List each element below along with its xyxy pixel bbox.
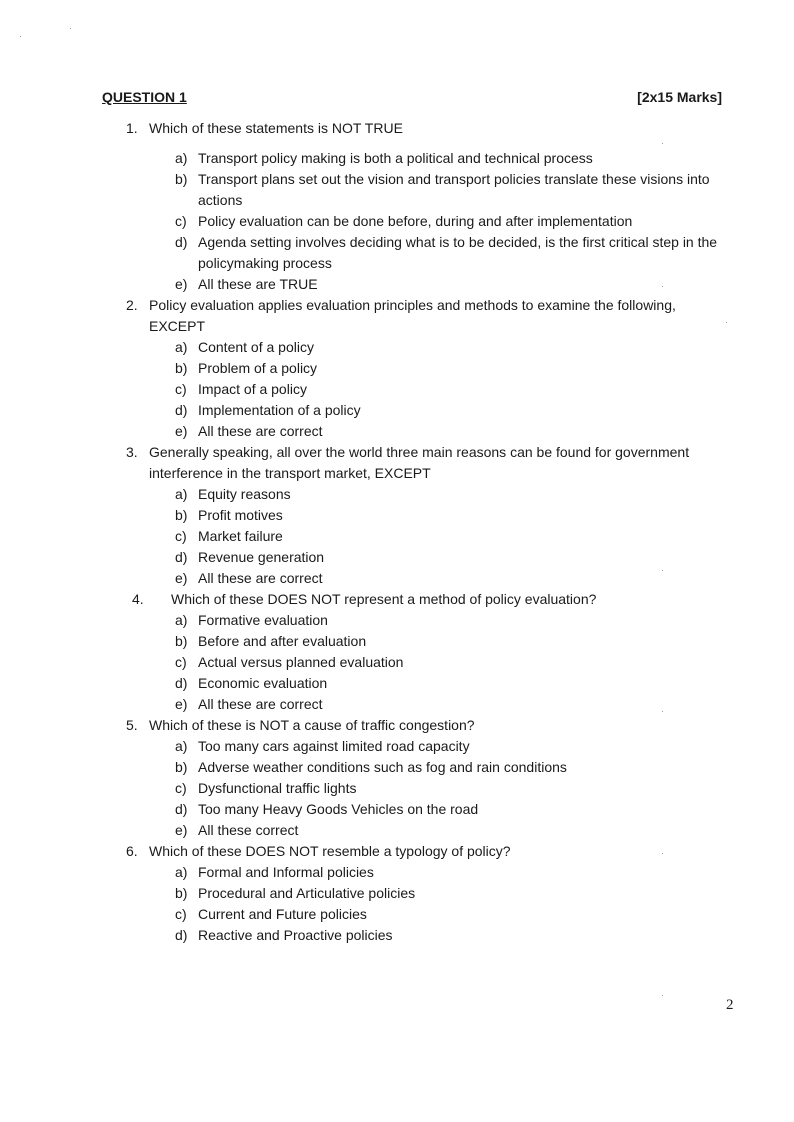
scan-speck — [662, 995, 663, 996]
option — [0, 337, 794, 358]
option — [0, 673, 794, 694]
option — [0, 379, 794, 400]
option-text: Agenda setting involves deciding what is to be decided, is the first critical step in the policymaking process — [198, 234, 718, 271]
option-text: Before and after evaluation — [198, 633, 367, 649]
option-letter: a) — [175, 864, 188, 880]
option-letter: a) — [175, 612, 188, 628]
option — [0, 736, 794, 757]
question-text: Which of these statements is NOT TRUE — [149, 120, 403, 136]
option — [0, 526, 794, 547]
option — [0, 358, 794, 379]
scan-speck — [662, 853, 663, 854]
question-6 — [0, 841, 794, 946]
option-text: Adverse weather conditions such as fog and rain conditions — [198, 759, 567, 775]
option — [0, 820, 794, 841]
question-number: 1. — [126, 120, 138, 136]
option-text: Formative evaluation — [198, 612, 328, 628]
option — [0, 274, 794, 295]
option-text: All these are TRUE — [198, 276, 318, 292]
marks-label: [2x15 Marks] — [637, 89, 722, 105]
option-letter: b) — [175, 759, 188, 775]
option — [0, 862, 794, 883]
question-3 — [0, 442, 794, 589]
option-letter: d) — [175, 549, 188, 565]
question-text: Generally speaking, all over the world three main reasons can be found for government interference in the transport market, EXCEPT — [149, 444, 690, 481]
scan-speck — [726, 322, 727, 323]
option-letter: d) — [175, 801, 188, 817]
question-text: Which of these is NOT a cause of traffic congestion? — [149, 717, 475, 733]
option-letter: e) — [175, 570, 188, 586]
option — [0, 694, 794, 715]
option-text: Reactive and Proactive policies — [198, 927, 393, 943]
option — [0, 904, 794, 925]
option-text: Too many Heavy Goods Vehicles on the road — [198, 801, 479, 817]
option-text: Market failure — [198, 528, 283, 544]
option — [0, 883, 794, 904]
scan-speck — [662, 570, 663, 571]
section-header — [102, 89, 722, 109]
option-text: Policy evaluation can be done before, during and after implementation — [198, 213, 633, 229]
option — [0, 547, 794, 568]
option — [0, 610, 794, 631]
question-number: 2. — [126, 297, 138, 313]
option-text: All these are correct — [198, 423, 323, 439]
question-text: Which of these DOES NOT represent a method of policy evaluation? — [171, 591, 597, 607]
question-number: 4. — [132, 591, 144, 607]
section-title: QUESTION 1 — [102, 89, 187, 105]
question-number: 3. — [126, 444, 138, 460]
question-text: Policy evaluation applies evaluation principles and methods to examine the following, EXCEPT — [149, 297, 676, 334]
option — [0, 421, 794, 442]
option — [0, 757, 794, 778]
option-text: All these are correct — [198, 696, 323, 712]
option-letter: b) — [175, 360, 188, 376]
option-letter: b) — [175, 507, 188, 523]
option-text: Current and Future policies — [198, 906, 367, 922]
question-2 — [0, 295, 794, 442]
option-text: Transport plans set out the vision and transport policies translate these visions into actions — [198, 171, 710, 208]
question-5 — [0, 715, 794, 841]
option-letter: d) — [175, 927, 188, 943]
option-letter: c) — [175, 780, 187, 796]
scan-speck — [662, 143, 663, 144]
question-text: Which of these DOES NOT resemble a typology of policy? — [149, 843, 511, 859]
option — [0, 211, 794, 232]
option-text: Implementation of a policy — [198, 402, 361, 418]
option — [0, 148, 794, 169]
option-text: Impact of a policy — [198, 381, 307, 397]
option-letter: d) — [175, 402, 188, 418]
option-letter: e) — [175, 423, 188, 439]
option-letter: a) — [175, 486, 188, 502]
option-text: Transport policy making is both a political and technical process — [198, 150, 593, 166]
option — [0, 169, 794, 211]
option — [0, 484, 794, 505]
option-text: Content of a policy — [198, 339, 314, 355]
option-text: Dysfunctional traffic lights — [198, 780, 357, 796]
option-text: Formal and Informal policies — [198, 864, 374, 880]
option — [0, 799, 794, 820]
option-letter: e) — [175, 822, 188, 838]
option — [0, 652, 794, 673]
option-text: All these are correct — [198, 570, 323, 586]
question-number: 5. — [126, 717, 138, 733]
option — [0, 778, 794, 799]
option-letter: c) — [175, 906, 187, 922]
option-letter: b) — [175, 633, 188, 649]
option-text: Revenue generation — [198, 549, 325, 565]
scan-speck — [662, 286, 663, 287]
option-letter: d) — [175, 675, 188, 691]
option-letter: e) — [175, 696, 188, 712]
option-text: Profit motives — [198, 507, 283, 523]
question-4 — [0, 589, 794, 715]
option-letter: b) — [175, 171, 188, 187]
option-text: All these correct — [198, 822, 299, 838]
option-letter: c) — [175, 213, 187, 229]
option — [0, 505, 794, 526]
scan-speck — [70, 28, 71, 29]
option-text: Too many cars against limited road capacity — [198, 738, 470, 754]
option-letter: c) — [175, 381, 187, 397]
scan-speck — [20, 36, 21, 37]
question-1 — [0, 118, 794, 295]
option-letter: d) — [175, 234, 188, 250]
option-letter: b) — [175, 885, 188, 901]
option — [0, 568, 794, 589]
question-number: 6. — [126, 843, 138, 859]
option — [0, 400, 794, 421]
option — [0, 232, 794, 274]
option-text: Equity reasons — [198, 486, 291, 502]
option — [0, 631, 794, 652]
option-text: Procedural and Articulative policies — [198, 885, 416, 901]
question-list — [0, 118, 794, 946]
option-letter: a) — [175, 738, 188, 754]
scan-speck — [662, 711, 663, 712]
option-letter: e) — [175, 276, 188, 292]
option — [0, 925, 794, 946]
option-letter: c) — [175, 654, 187, 670]
option-letter: a) — [175, 339, 188, 355]
option-text: Economic evaluation — [198, 675, 328, 691]
option-text: Actual versus planned evaluation — [198, 654, 404, 670]
option-letter: a) — [175, 150, 188, 166]
option-text: Problem of a policy — [198, 360, 318, 376]
option-letter: c) — [175, 528, 187, 544]
page-number: 2 — [726, 997, 734, 1013]
